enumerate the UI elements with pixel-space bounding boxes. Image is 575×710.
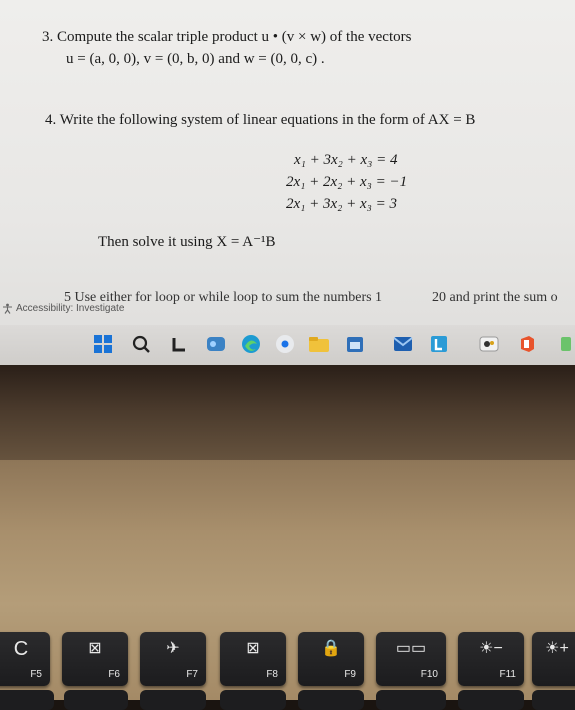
equation-3: 2x₁ + 3x₂ + x₃ = 3 bbox=[286, 196, 397, 212]
key-f10[interactable] bbox=[376, 632, 446, 686]
files-icon[interactable] bbox=[308, 333, 330, 355]
key-f11[interactable] bbox=[458, 632, 524, 686]
calendar-icon[interactable] bbox=[344, 333, 366, 355]
accessibility-icon bbox=[2, 303, 13, 314]
key-row-2[interactable] bbox=[458, 690, 524, 710]
question-3-line-2: u = (a, 0, 0), v = (0, b, 0) and w = (0, 0, c) . bbox=[66, 51, 325, 67]
touchpad-off-icon: ⊠ bbox=[88, 640, 102, 657]
question-4-then: Then solve it using X = A⁻¹B bbox=[98, 234, 276, 250]
display-switch-icon: ▭▭ bbox=[395, 640, 427, 657]
photos-icon[interactable] bbox=[478, 333, 500, 355]
question-5-right: 20 and print the sum o bbox=[432, 290, 558, 305]
camera-off-icon: ⊠ bbox=[246, 640, 260, 657]
edge-icon[interactable] bbox=[240, 333, 262, 355]
key-f6[interactable] bbox=[62, 632, 128, 686]
question-5-left: 5 Use either for loop or while loop to sum the numbers 1 bbox=[64, 290, 383, 305]
key-f7-label: F7 bbox=[186, 669, 198, 680]
task-view-icon[interactable] bbox=[168, 333, 190, 355]
key-f5-label: F5 bbox=[30, 669, 42, 680]
key-row-2[interactable] bbox=[0, 690, 54, 710]
key-f6-label: F6 bbox=[108, 669, 120, 680]
laptop-bezel bbox=[0, 365, 575, 475]
key-row-2[interactable] bbox=[532, 690, 575, 710]
refresh-icon: C bbox=[13, 638, 29, 660]
key-f8[interactable] bbox=[220, 632, 286, 686]
key-row-2[interactable] bbox=[64, 690, 128, 710]
key-f7[interactable] bbox=[140, 632, 206, 686]
start-icon[interactable] bbox=[92, 333, 114, 355]
airplane-icon: ✈ bbox=[166, 640, 180, 657]
key-f12[interactable] bbox=[532, 632, 575, 686]
accessibility-status[interactable] bbox=[2, 303, 124, 314]
lock-icon: 🔒 bbox=[321, 640, 341, 657]
mail-icon[interactable] bbox=[392, 333, 414, 355]
accessibility-label: Accessibility: Investigate bbox=[16, 303, 125, 314]
key-f8-label: F8 bbox=[266, 669, 278, 680]
brightness-down-icon: ☀− bbox=[479, 640, 503, 657]
key-f11-label: F11 bbox=[499, 669, 516, 680]
key-f5[interactable] bbox=[0, 632, 50, 686]
key-row-2[interactable] bbox=[376, 690, 446, 710]
word-icon[interactable] bbox=[428, 333, 450, 355]
key-f9-label: F9 bbox=[344, 669, 356, 680]
more-icon[interactable] bbox=[556, 333, 575, 355]
key-row-2[interactable] bbox=[140, 690, 206, 710]
widgets-icon[interactable] bbox=[205, 333, 227, 355]
key-f9[interactable] bbox=[298, 632, 364, 686]
equation-2: 2x₁ + 2x₂ + x₃ = −1 bbox=[286, 174, 408, 190]
question-4-line-1: 4. Write the following system of linear equations in the form of AX = B bbox=[45, 112, 476, 128]
equation-1: x₁ + 3x₂ + x₃ = 4 bbox=[294, 152, 398, 168]
key-row-2[interactable] bbox=[220, 690, 286, 710]
key-row-2[interactable] bbox=[298, 690, 364, 710]
question-3-line-1: 3. Compute the scalar triple product u • (v × w) of the vectors bbox=[42, 29, 412, 45]
key-f10-label: F10 bbox=[420, 669, 438, 680]
brightness-up-icon: ☀+ bbox=[545, 640, 569, 657]
chrome-icon[interactable] bbox=[274, 333, 296, 355]
office-icon[interactable] bbox=[516, 333, 538, 355]
search-icon[interactable] bbox=[130, 333, 152, 355]
